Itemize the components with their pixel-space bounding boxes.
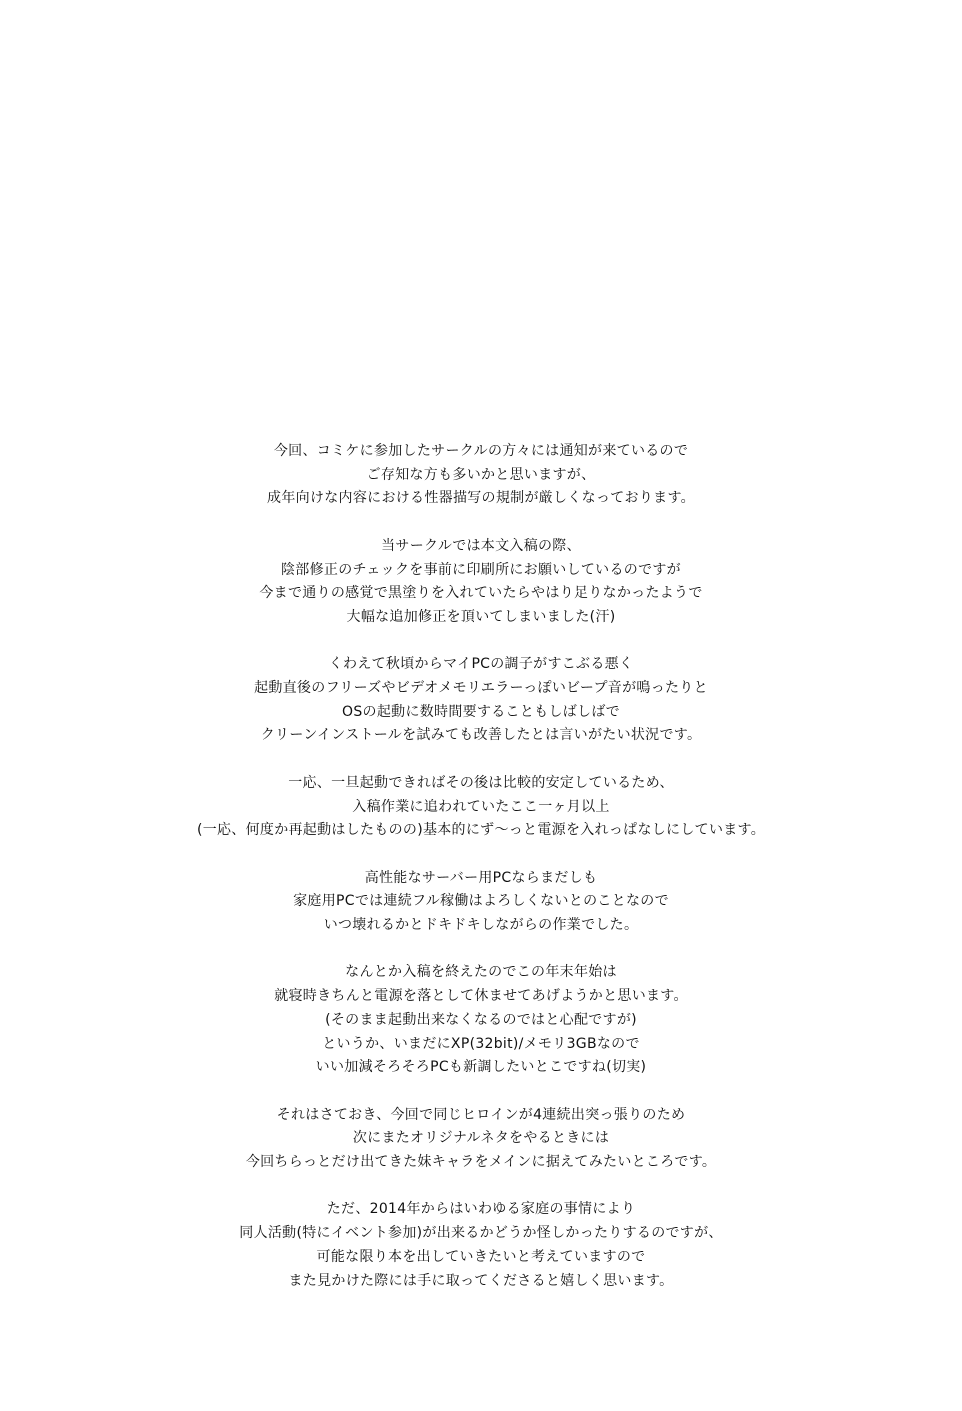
text-line: 大幅な追加修正を頂いてしまいました(汗) xyxy=(346,608,616,625)
text-line: ご存知な方も多いかと思いますが、 xyxy=(366,466,596,483)
text-line: 成年向けな内容における性器描写の規制が厳しくなっております。 xyxy=(267,490,695,507)
text-line: 一応、一旦起動できればその後は比較的安定しているため、 xyxy=(288,774,674,791)
text-line: 高性能なサーバー用PCならまだしも xyxy=(364,869,598,886)
paragraph-8 xyxy=(0,1198,962,1293)
text-line: (一応、何度か再起動はしたものの)基本的にず～っと電源を入れっぱなしにしています。 xyxy=(196,822,766,839)
paragraph-2 xyxy=(0,535,962,630)
paragraph-1 xyxy=(0,440,962,511)
text-line: 今回ちらっとだけ出てきた妹キャラをメインに据えてみたいところです。 xyxy=(245,1154,717,1170)
text-line: 今まで通りの感覚で黒塗りを入れていたらやはり足りなかったようで xyxy=(259,585,703,602)
paragraph-4 xyxy=(0,772,962,843)
text-line: 起動直後のフリーズやビデオメモリエラーっぽいビープ音が鳴ったりと xyxy=(254,680,708,696)
text-line: 家庭用PCでは連続フル稼働はよろしくないとのことなので xyxy=(293,893,669,910)
text-line: 入稿作業に追われていたここ一ヶ月以上 xyxy=(352,798,610,815)
paragraph-6 xyxy=(0,961,962,1080)
text-line: 就寝時きちんと電源を落として休ませてあげようかと思います。 xyxy=(274,988,688,1005)
paragraph-3 xyxy=(0,653,962,748)
text-line: それはさておき、今回で同じヒロインが4連続出突っ張りのため xyxy=(276,1106,686,1123)
text-line: いい加減そろそろPCも新調したいとこですね(切実) xyxy=(315,1059,647,1076)
text-line: (そのまま起動出来なくなるのではと心配ですが) xyxy=(325,1011,637,1028)
text-line: 次にまたオリジナルネタをやるときには xyxy=(352,1130,610,1147)
text-line: 陰部修正のチェックを事前に印刷所にお願いしているのですが xyxy=(281,561,681,578)
text-line: クリーンインストールを試みても改善したとは言いがたい状況です。 xyxy=(260,727,702,744)
text-line: 可能な限り本を出していきたいと考えていますので xyxy=(316,1248,646,1265)
paragraph-7 xyxy=(0,1104,962,1175)
text-line: なんとか入稿を終えたのでこの年末年始は xyxy=(345,964,617,981)
paragraph-5 xyxy=(0,867,962,938)
text-line: また見かけた際には手に取ってくださると嬉しく思います。 xyxy=(288,1272,674,1289)
text-line: 今回、コミケに参加したサークルの方々には通知が来ているので xyxy=(273,443,689,459)
text-line: いつ壊れるかとドキドキしながらの作業でした。 xyxy=(323,917,639,933)
text-line: OSの起動に数時間要することもしばしばで xyxy=(342,703,620,720)
text-line: 当サークルでは本文入稿の際、 xyxy=(381,537,581,554)
text-line: というか、いまだにXP(32bit)/メモリ3GBなので xyxy=(322,1035,640,1052)
text-line: 同人活動(特にイベント参加)が出来るかどうか怪しかったりするのですが、 xyxy=(239,1225,723,1242)
text-line: ただ、2014年からはいわゆる家庭の事情により xyxy=(326,1201,636,1218)
text-line: くわえて秋頃からマイPCの調子がすこぶる悪く xyxy=(328,656,634,673)
afterword-text xyxy=(0,440,962,1317)
